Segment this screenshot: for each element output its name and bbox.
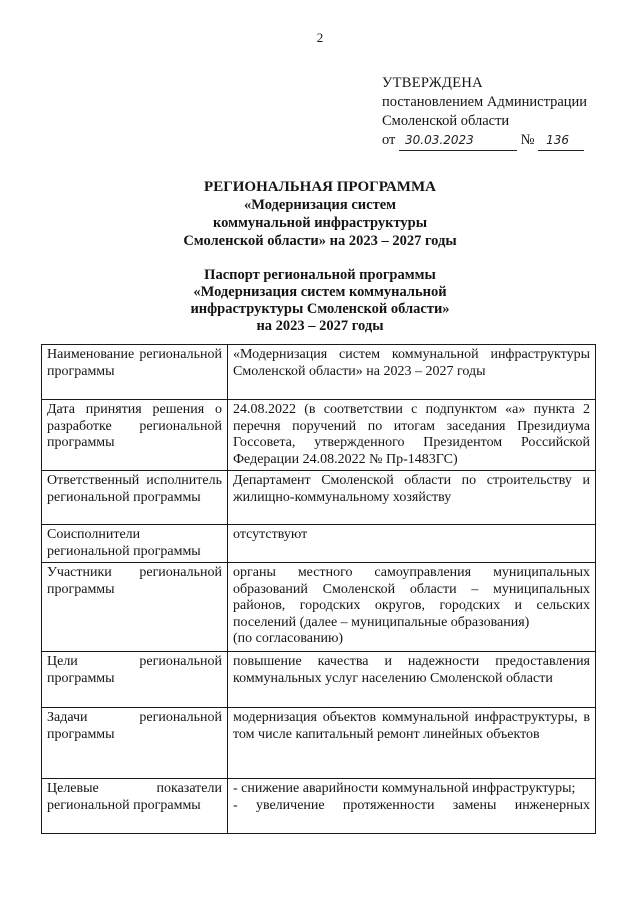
row-label: Задачи региональной программы	[42, 708, 228, 779]
approval-heading: УТВЕРЖДЕНА	[382, 75, 483, 91]
passport-title	[0, 267, 640, 335]
program-title	[0, 178, 640, 250]
table-row	[42, 525, 596, 563]
table-row	[42, 345, 596, 400]
row-label: Целевые показатели региональной программы	[42, 779, 228, 834]
row-label: Цели региональной программы	[42, 652, 228, 708]
program-title-line-4: Смоленской области» на 2023 – 2027 годы	[183, 233, 457, 249]
row-value: - снижение аварийности коммунальной инфраструктуры;	[233, 781, 576, 796]
table-row	[42, 471, 596, 525]
row-value: 24.08.2022 (в соответствии с подпунктом «а» пункта 2 перечня поручений по итогам заседания Президиума Госсовета, утвержденного Президентом Российской Федерации 24.08.2022 № Пр-1483ГС)	[228, 400, 596, 471]
passport-title-line-1: Паспорт региональной программы	[204, 267, 436, 283]
table-row	[42, 708, 596, 779]
row-value-cell	[228, 563, 596, 652]
approval-date-line	[382, 131, 587, 151]
number-label: №	[520, 132, 535, 148]
row-label: Участники региональной программы	[42, 563, 228, 652]
row-value: Департамент Смоленской области по строительству и жилищно-коммунальному хозяйству	[228, 471, 596, 525]
row-label: Ответственный исполнитель региональной программы	[42, 471, 228, 525]
row-value: органы местного самоуправления муниципальных образований Смоленской области – муниципальных районов, городских округов, городских и сельских поселений (далее – муниципальные образования)	[233, 565, 590, 630]
table-row	[42, 400, 596, 471]
passport-title-line-3: инфраструктуры Смоленской области»	[190, 301, 450, 317]
row-value-extra: - увеличение протяженности замены инженерных	[233, 797, 590, 813]
passport-title-line-4: на 2023 – 2027 годы	[256, 318, 384, 334]
row-value-extra: (по согласованию)	[233, 631, 344, 646]
passport-title-line-2: «Модернизация систем коммунальной	[193, 284, 447, 300]
program-title-line-1: РЕГИОНАЛЬНАЯ ПРОГРАММА	[204, 179, 436, 195]
table-row	[42, 779, 596, 834]
row-value: «Модернизация систем коммунальной инфраструктуры Смоленской области» на 2023 – 2027 годы	[228, 345, 596, 400]
row-label: Соисполнители региональной программы	[42, 525, 228, 563]
handwritten-number: 136	[546, 133, 570, 147]
handwritten-date: 30.03.2023	[405, 133, 474, 147]
row-value-cell	[228, 779, 596, 834]
approval-line-2: Смоленской области	[382, 113, 510, 129]
from-label: от	[382, 132, 396, 148]
program-title-line-2: «Модернизация систем	[243, 197, 397, 213]
row-value: модернизация объектов коммунальной инфраструктуры, в том числе капитальный ремонт линейных объектов	[228, 708, 596, 779]
page-number: 2	[316, 30, 324, 45]
approval-block	[382, 74, 587, 151]
row-label: Наименование региональной программы	[42, 345, 228, 400]
row-value: повышение качества и надежности предоставления коммунальных услуг населению Смоленской области	[228, 652, 596, 708]
passport-table	[41, 344, 596, 834]
row-value: отсутствуют	[228, 525, 596, 563]
table-row	[42, 563, 596, 652]
table-row	[42, 652, 596, 708]
approval-line-1: постановлением Администрации	[382, 94, 588, 110]
program-title-line-3: коммунальной инфраструктуры	[212, 215, 428, 231]
row-label: Дата принятия решения о разработке региональной программы	[42, 400, 228, 471]
